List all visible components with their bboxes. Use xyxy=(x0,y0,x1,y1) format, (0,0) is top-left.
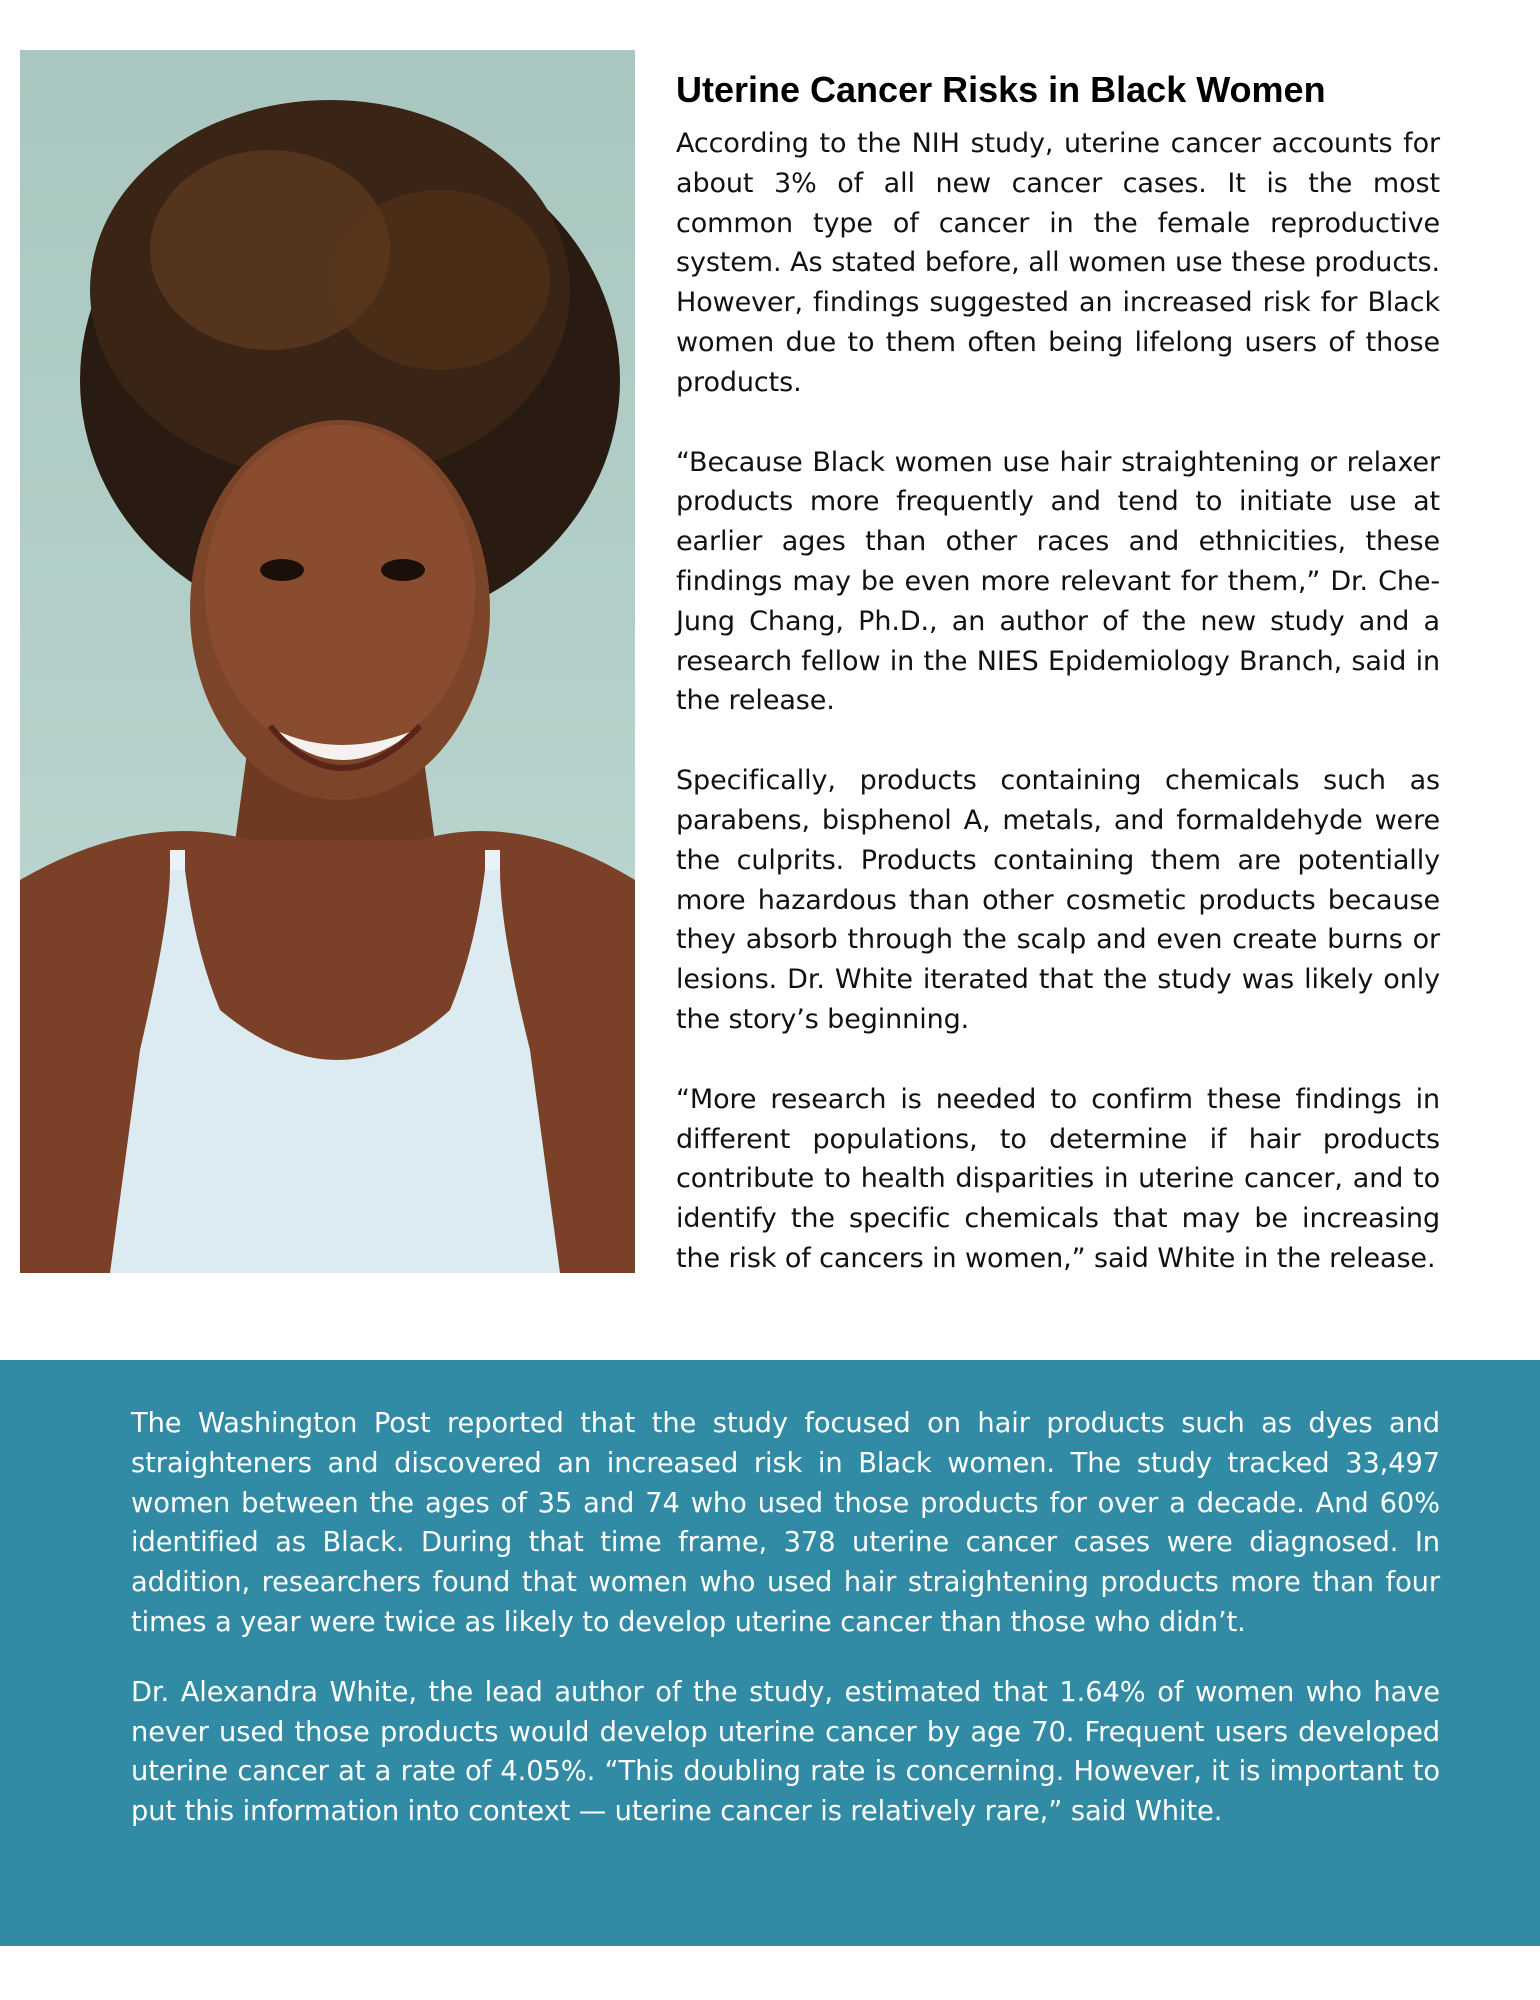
band-paragraph: Dr. Alexandra White, the lead author of the study, estimated that 1.64% of women who have never used those products would develop uterine cancer by age 70. Frequent users developed uterine cancer at a rate of 4.05%. “This doubling rate is concerning. However, it is important to put this information into context — uterine cancer is relatively rare,” said White. xyxy=(131,1676,1440,1828)
band-paragraph: The Washington Post reported that the study focused on hair products such as dyes and straighteners and discovered an increased risk in Black women. The study tracked 33,497 women between the ages of 35 and 74 who used those products for over a decade. And 60% identified as Black. During that time frame, 378 uterine cancer cases were diagnosed. In addition, researchers found that women who used hair straightening products more than four times a year were twice as likely to develop uterine cancer than those who didn’t. xyxy=(131,1408,1440,1638)
article-paragraph: “Because Black women use hair straightening or relaxer products more frequently and tend to initiate use at earlier ages than other races and ethnicities, these findings may be even more relevant for them,” Dr. Che-Jung Chang, Ph.D., an author of the new study and a research fellow in the NIES Epidemiology Branch, said in the release. xyxy=(676,446,1440,717)
article-paragraph: According to the NIH study, uterine cancer accounts for about 3% of all new cancer cases. It is the most common type of cancer in the female reproductive system. As stated before, all women use these products. However, findings suggested an increased risk for Black women due to them often being lifelong users of those products. xyxy=(676,128,1440,398)
portrait-illustration xyxy=(20,50,635,1273)
article-column xyxy=(676,66,1440,1319)
band-text-block xyxy=(131,1404,1440,1862)
article-title: Uterine Cancer Risks in Black Women xyxy=(676,69,1326,110)
article-paragraph: Specifically, products containing chemicals such as parabens, bisphenol A, metals, and formaldehyde were the culprits. Products containing them are potentially more hazardous than other cosmetic products because they absorb through the scalp and even create burns or lesions. Dr. White iterated that the study was likely only the story’s beginning. xyxy=(676,765,1440,1035)
portrait-photo xyxy=(20,50,635,1273)
highlight-band xyxy=(0,1360,1540,1946)
article-paragraph: “More research is needed to confirm these findings in different populations, to determine if hair products contribute to health disparities in uterine cancer, and to identify the specific chemicals that may be increasing the risk of cancers in women,” said White in the release. xyxy=(676,1083,1440,1274)
